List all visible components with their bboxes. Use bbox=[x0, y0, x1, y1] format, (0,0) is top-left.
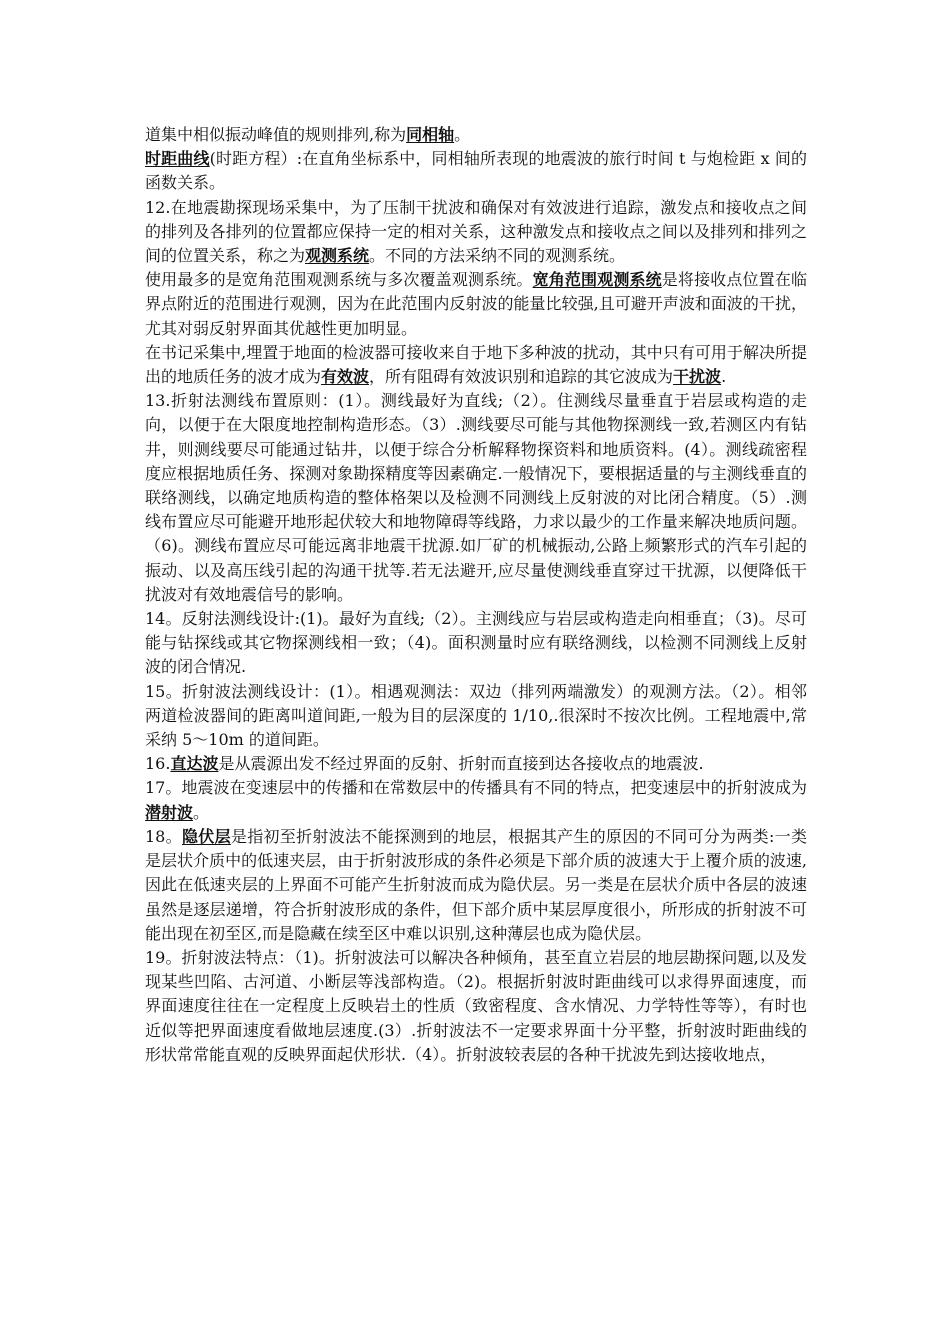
document-page bbox=[145, 123, 807, 1067]
paragraph-item-19 bbox=[145, 946, 807, 1067]
term-hidden-layer: 隐伏层 bbox=[181, 826, 231, 846]
paragraph-co-phase-axis bbox=[145, 123, 807, 147]
text-segment: 16. bbox=[145, 754, 171, 774]
text-segment: ，所有阻碍有效波识别和追踪的其它波成为 bbox=[369, 367, 674, 387]
text-segment: (时距方程）:在直角坐标系中，同相轴所表现的地震波的旅行时间 t 与炮检距 x 间的函数关系。 bbox=[145, 149, 807, 193]
paragraph-item-17 bbox=[145, 776, 807, 824]
paragraph-item-13 bbox=[145, 389, 807, 607]
text-segment: 使用最多的是宽角范围观测系统与多次覆盖观测系统。 bbox=[145, 270, 533, 290]
text-segment: 13.折射法测线布置原则：(1）。测线最好为直线;（2）。住测线尽量垂直于岩层或构造的走向，以便于在大限度地控制构造形态。（3）.测线要尽可能与其他物探测线一致,若测区内有钻井，则测线要尽可能通过钻井，以便于综合分析解释物探资料和地质资料。(4）。测线疏密程度应根据地质任务、探测对象勘探精度等因素确定.一般情况下，要根据适量的与主测线垂直的联络测线，以确定地质构造的整体格架以及检测不同测线上反射波的对比闭合精度。（5）.测线布置应尽可能避开地形起伏较大和地物障碍等线路，力求以最少的工作量来解决地质问题。（6)。测线布置应尽可能远离非地震干扰源.如厂矿的机械振动,公路上频繁形式的汽车引起的振动、以及高压线引起的沟通干扰等.若无法避开,应尽量使测线垂直穿过干扰源，以便降低干扰波对有效地震信号的影响。 bbox=[145, 391, 807, 604]
text-segment: 是指初至折射波法不能探测到的地层，根据其产生的原因的不同可分为两类:一类是层状介质中的低速夹层，由于折射波形成的条件必须是下部介质的波速大于上覆介质的波速,因此在低速夹层的上界面不可能产生折射波而成为隐伏层。另一类是在层状介质中各层的波速虽然是逐层递增，符合折射波形成的条件，但下部介质中某层厚度很小，所形成的折射波不可能出现在初至区,而是隐藏在续至区中难以识别,这种薄层也成为隐伏层。 bbox=[145, 826, 807, 943]
paragraph-item-15 bbox=[145, 680, 807, 753]
text-segment: 。不同的方法采纳不同的观测系统。 bbox=[369, 246, 626, 266]
paragraph-item-14 bbox=[145, 607, 807, 680]
term-time-distance-curve: 时距曲线 bbox=[145, 149, 210, 169]
text-segment: 。 bbox=[193, 802, 210, 822]
paragraph-effective-wave bbox=[145, 341, 807, 389]
text-segment: 17。地震波在变速层中的传播和在常数层中的传播具有不同的特点，把变速层中的折射波成为 bbox=[145, 778, 807, 798]
text-segment: 道集中相似振动峰值的规则排列,称为 bbox=[145, 125, 407, 144]
text-segment: 12.在地震勘探现场采集中，为了压制干扰波和确保对有效波进行追踪，激发点和接收点之间的排列及各排列的位置都应保持一定的相对关系，这种激发点和接收点之间以及排列和排列之间的位置关系，称之为 bbox=[145, 197, 807, 266]
text-segment: 18。 bbox=[145, 826, 182, 846]
text-segment: 14。反射法测线设计:(1)。最好为直线;（2）。主测线应与岩层或构造走向相垂直；（3)。尽可能与钻探线或其它物探测线相一致；（4)。面积测量时应有联络测线，以检测不同测线上反射波的闭合情况. bbox=[145, 609, 807, 677]
paragraph-item-18 bbox=[145, 825, 807, 946]
term-direct-wave: 直达波 bbox=[170, 754, 219, 774]
term-diving-wave: 潜射波 bbox=[145, 802, 194, 822]
text-segment: 在书记采集中,埋置于地面的检波器可接收来自于地下多种波的扰动，其中只有可用于解决所提出的地质任务的波才成为 bbox=[145, 342, 807, 387]
paragraph-time-distance-curve bbox=[145, 147, 807, 195]
text-segment: 是从震源出发不经过界面的反射、折射而直接到达各接收点的地震波. bbox=[218, 754, 704, 774]
text-segment: 是将接收点位置在临界点附近的范围进行观测，因为在此范围内反射波的能量比较强,且可避开声波和面波的干扰，尤其对弱反射界面其优越性更加明显。 bbox=[145, 270, 807, 338]
paragraph-item-12 bbox=[145, 196, 807, 269]
term-wide-angle-system: 宽角范围观测系统 bbox=[532, 270, 662, 290]
text-segment: . bbox=[721, 367, 727, 387]
text-segment: 。 bbox=[454, 125, 471, 144]
term-observation-system: 观测系统 bbox=[305, 246, 370, 266]
text-segment: 19。折射波法特点：（1)。折射波法可以解决各种倾角，甚至直立岩层的地层勘探问题,以及发现某些凹陷、古河道、小断层等浅部构造。（2)。根据折射波时距曲线可以求得界面速度，而界面速度往往在一定程度上反映岩土的性质（致密程度、含水情况、力学特性等等），有时也近似等把界面速度看做地层速度.(3）.折射波法不一定要求界面十分平整，折射波时距曲线的形状常常能直观的反映界面起伏形状.（4）。折射波较表层的各种干扰波先到达接收地点， bbox=[145, 947, 807, 1064]
term-effective-wave: 有效波 bbox=[321, 367, 370, 387]
paragraph-wide-angle bbox=[145, 268, 807, 341]
term-interference-wave: 干扰波 bbox=[673, 367, 722, 387]
paragraph-item-16 bbox=[145, 752, 807, 776]
text-segment: 15。折射波法测线设计：(1）。相遇观测法：双边（排列两端激发）的观测方法。（2）。相邻两道检波器间的距离叫道间距,一般为目的层深度的 1/10,.很深时不按次比例。工程地震中,常采纳 5～10m 的道间距。 bbox=[145, 681, 807, 750]
term-co-phase-axis: 同相轴 bbox=[406, 125, 455, 144]
